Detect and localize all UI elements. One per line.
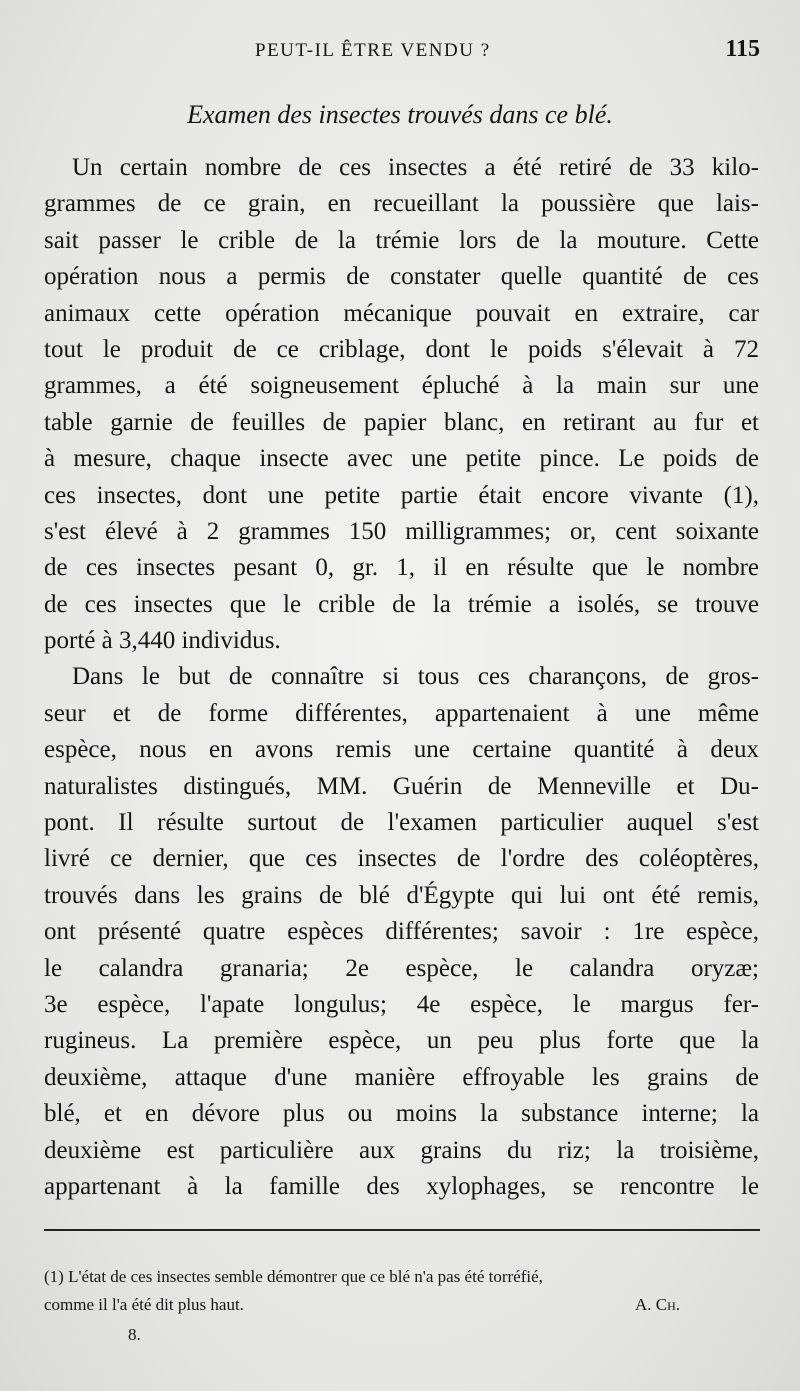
text-line: naturalistes distingués, MM. Guérin de Menneville et Du-	[44, 772, 759, 800]
footnote-divider	[44, 1229, 760, 1231]
text-line: tout le produit de ce criblage, dont le poids s'élevait à 72	[44, 335, 759, 363]
text-line: sait passer le crible de la trémie lors de la mouture. Cette	[44, 226, 759, 254]
text-line: appartenant à la famille des xylophages, se rencontre le	[44, 1172, 759, 1200]
text-line: grammes, a été soigneusement épluché à la main sur une	[44, 372, 759, 400]
text-line: 3e espèce, l'apate longulus; 4e espèce, le margus fer-	[44, 990, 759, 1018]
text-line: table garnie de feuilles de papier blanc, en retirant au fur et	[44, 408, 759, 436]
footnote-line: comme il l'a été dit plus haut.	[44, 1295, 244, 1314]
text-line: porté à 3,440 individus.	[44, 627, 281, 655]
running-head	[255, 36, 760, 62]
text-line: s'est élevé à 2 grammes 150 milligrammes; or, cent soixante	[44, 517, 759, 545]
text-line: deuxième, attaque d'une manière effroyable les grains de	[44, 1063, 759, 1091]
text-line: de ces insectes que le crible de la trémie a isolés, se trouve	[44, 590, 759, 618]
text-line: ont présenté quatre espèces différentes; savoir : 1re espèce,	[44, 918, 759, 946]
footnote-line: (1) L'état de ces insectes semble démontrer que ce blé n'a pas été torréfié,	[44, 1267, 543, 1286]
text-line: le calandra granaria; 2e espèce, le calandra oryzæ;	[44, 954, 759, 982]
text-line: trouvés dans les grains de blé d'Égypte qui lui ont été remis,	[44, 881, 759, 909]
text-line: Dans le but de connaître si tous ces charançons, de gros-	[72, 663, 759, 691]
text-line: à mesure, chaque insecte avec une petite pince. Le poids de	[44, 445, 759, 473]
text-line: blé, et en dévore plus ou moins la substance interne; la	[44, 1100, 759, 1128]
footnote-signature: A. Ch.	[634, 1295, 680, 1314]
text-line: rugineus. La première espèce, un peu plus forte que la	[44, 1027, 759, 1055]
section-heading: Examen des insectes trouvés dans ce blé.	[187, 100, 613, 129]
text-line: animaux cette opération mécanique pouvait en extraire, car	[44, 299, 759, 327]
running-title: PEUT-IL ÊTRE VENDU ?	[255, 40, 491, 61]
text-line: ces insectes, dont une petite partie était encore vivante (1),	[44, 481, 759, 509]
text-line: grammes de ce grain, en recueillant la poussière que lais-	[44, 190, 759, 218]
text-line: livré ce dernier, que ces insectes de l'ordre des coléoptères,	[44, 845, 759, 873]
text-line: opération nous a permis de constater quelle quantité de ces	[44, 263, 759, 291]
text-line: deuxième est particulière aux grains du riz; la troisième,	[44, 1136, 759, 1164]
body-text	[44, 150, 759, 1205]
printer-signature-mark: 8.	[128, 1325, 141, 1344]
footnote	[44, 1263, 760, 1319]
text-line: seur et de forme différentes, appartenaient à une même	[44, 699, 759, 727]
text-line: de ces insectes pesant 0, gr. 1, il en résulte que le nombre	[44, 554, 759, 582]
text-line: Un certain nombre de ces insectes a été retiré de 33 kilo-	[72, 154, 759, 181]
text-line: pont. Il résulte surtout de l'examen particulier auquel s'est	[44, 809, 759, 837]
text-line: espèce, nous en avons remis une certaine quantité à deux	[44, 736, 759, 764]
page-number: 115	[725, 36, 760, 62]
